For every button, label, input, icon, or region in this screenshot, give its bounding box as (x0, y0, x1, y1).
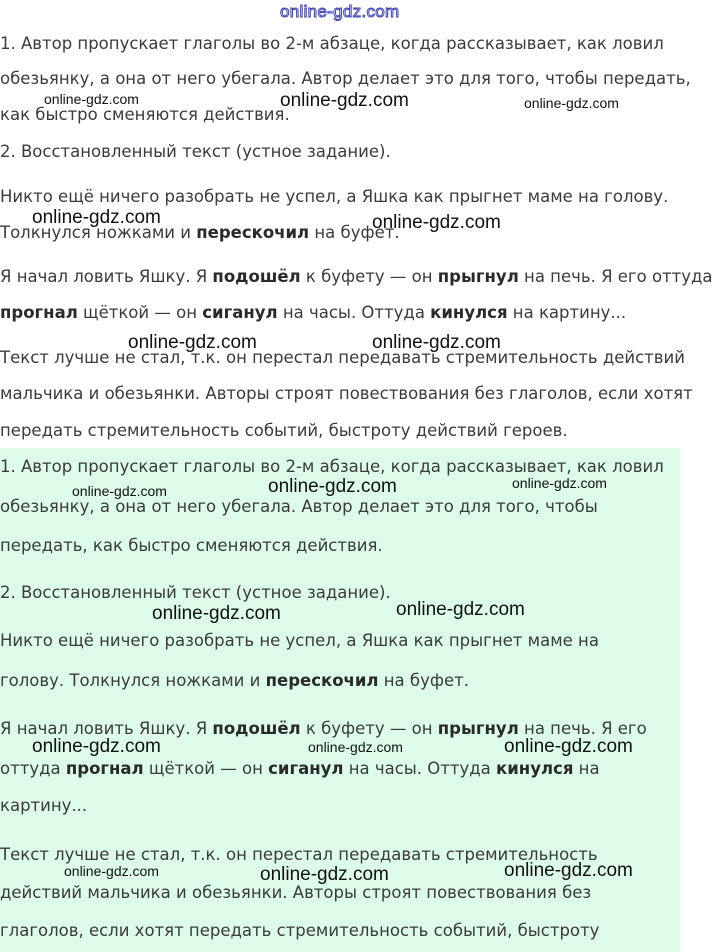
watermark: online-gdz.com (512, 475, 607, 491)
restored-text-line-5: картину... (0, 796, 88, 815)
restored-text-line-1: Никто ещё ничего разобрать не успел, а Яшка как прыгнет маме на (0, 631, 599, 650)
watermark: online-gdz.com (32, 736, 161, 757)
conclusion-line-3: передать стремительность событий, быстроту действий героев. (0, 421, 568, 440)
text-span: на часы. Оттуда (343, 759, 497, 778)
text-span: на картину... (507, 303, 627, 322)
conclusion-line-1: Текст лучше не стал, т.к. он перестал передавать стремительность (0, 845, 598, 864)
watermark: online-gdz.com (152, 603, 281, 624)
text-span: к буфету — он (300, 267, 438, 286)
verb-highlight: кинулся (496, 759, 574, 778)
watermark: online-gdz.com (524, 95, 619, 111)
verb-highlight: подошёл (212, 719, 301, 738)
conclusion-line-2: действий мальчика и обезьянки. Авторы строят повествования без (0, 883, 592, 902)
text-span: на буфет. (378, 671, 469, 690)
watermark: online-gdz.com (268, 476, 397, 497)
text-span: щёткой — он (77, 303, 203, 322)
restored-text-line-2 (0, 670, 469, 692)
verb-highlight: сиганул (268, 759, 344, 778)
watermark: online-gdz.com (128, 332, 257, 353)
conclusion-line-2: мальчика и обезьянки. Авторы строят повествования без глаголов, если хотят (0, 384, 693, 403)
verb-highlight: сиганул (202, 303, 278, 322)
verb-highlight: прогнал (65, 759, 144, 778)
restored-text-line-1: Никто ещё ничего разобрать не успел, а Яшка как прыгнет маме на голову. (0, 187, 669, 206)
text-span: к буфету — он (300, 719, 438, 738)
verb-highlight: прыгнул (437, 719, 519, 738)
text-span: на (573, 759, 600, 778)
conclusion-line-1: Текст лучше не стал, т.к. он перестал передавать стремительность действий (0, 348, 685, 367)
watermark: online-gdz.com (72, 483, 167, 499)
answer-2-heading: 2. Восстановленный текст (устное задание). (0, 583, 391, 602)
verb-highlight: подошёл (212, 267, 301, 286)
watermark: online-gdz.com (504, 860, 633, 881)
restored-text-line-4 (0, 758, 600, 780)
text-span: Я начал ловить Яшку. Я (0, 719, 213, 738)
watermark: online-gdz.com (372, 212, 501, 233)
answer-1-line-1: 1. Автор пропускает глаголы во 2-м абзаце, когда рассказывает, как ловил (0, 34, 664, 53)
answer-1-line-2: обезьянку, а она от него убегала. Автор делает это для того, чтобы передать, (0, 69, 691, 88)
text-span: на часы. Оттуда (277, 303, 431, 322)
restored-text-line-4 (0, 302, 626, 324)
watermark: online-gdz.com (372, 332, 501, 353)
watermark: online-gdz.com (64, 863, 159, 879)
watermark: online-gdz.com (308, 739, 403, 755)
text-span: оттуда (0, 759, 66, 778)
conclusion-line-3: глаголов, если хотят передать стремительность событий, быстроту (0, 921, 600, 940)
site-header-watermark: online-gdz.com (280, 2, 400, 21)
restored-text-line-3 (0, 266, 713, 288)
text-span: голову. Толкнулся ножками и (0, 671, 266, 690)
verb-highlight: перескочил (265, 671, 379, 690)
answer-1-line-1: 1. Автор пропускает глаголы во 2-м абзаце, когда рассказывает, как ловил (0, 457, 664, 476)
verb-highlight: кинулся (430, 303, 508, 322)
verb-highlight: прогнал (0, 303, 78, 322)
text-span: Толкнулся ножками и (0, 223, 197, 242)
watermark: online-gdz.com (504, 736, 633, 757)
watermark: online-gdz.com (44, 91, 139, 107)
text-span: на буфет. (309, 223, 400, 242)
text-span: Я начал ловить Яшку. Я (0, 267, 213, 286)
answer-2-heading: 2. Восстановленный текст (устное задание). (0, 142, 391, 161)
answer-1-line-3: передать, как быстро сменяются действия. (0, 536, 383, 555)
watermark: online-gdz.com (396, 599, 525, 620)
watermark: online-gdz.com (280, 90, 409, 111)
watermark: online-gdz.com (260, 864, 389, 885)
verb-highlight: прыгнул (437, 267, 519, 286)
text-span: на печь. Я его (518, 719, 647, 738)
answer-1-line-3: как быстро сменяются действия. (0, 105, 290, 124)
watermark: online-gdz.com (32, 207, 161, 228)
text-span: щёткой — он (143, 759, 269, 778)
text-span: на печь. Я его оттуда (518, 267, 713, 286)
verb-highlight: перескочил (196, 223, 310, 242)
answer-1-line-2: обезьянку, а она от него убегала. Автор делает это для того, чтобы (0, 497, 598, 516)
